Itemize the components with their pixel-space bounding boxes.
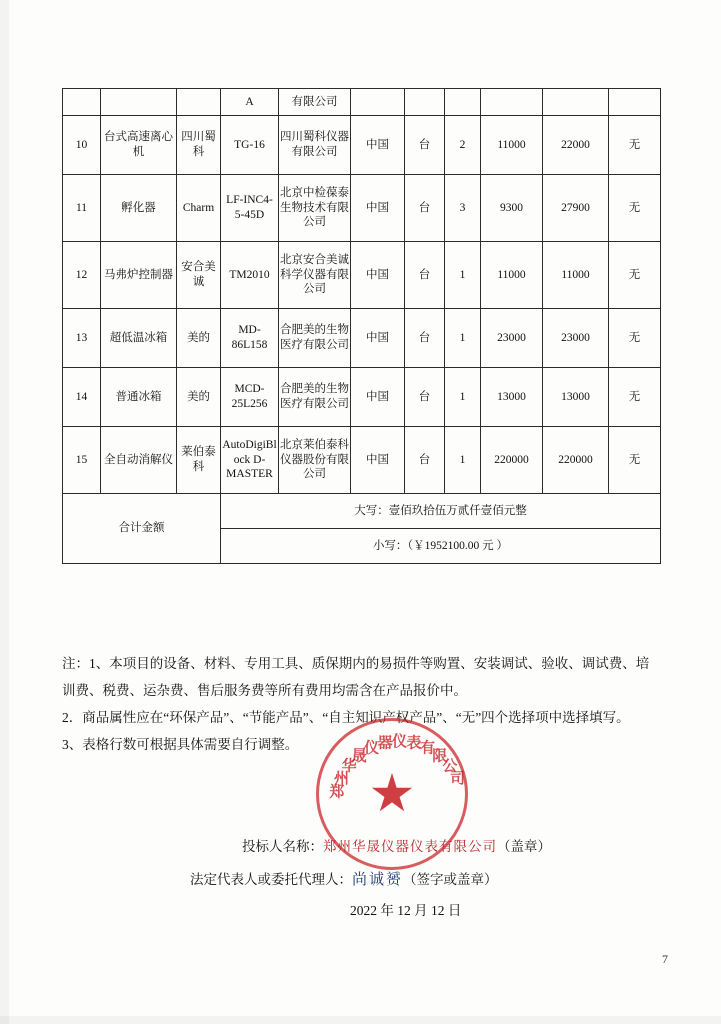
cell-origin [351, 89, 405, 116]
cell-unit: 台 [405, 242, 445, 309]
cell-amount: 11000 [543, 242, 609, 309]
cell-qty: 1 [445, 242, 481, 309]
cell-unit [405, 89, 445, 116]
seal-text: 郑 州 华 晟 仪 器 仪 表 有 限 公 司 [329, 732, 466, 801]
cell-name: 台式高速离心机 [101, 116, 177, 175]
cell-manufacturer: 合肥美的生物医疗有限公司 [279, 309, 351, 368]
page-number: 7 [662, 952, 668, 966]
cell-brand: 四川蜀科 [177, 116, 221, 175]
cell-price: 13000 [481, 368, 543, 427]
table-row [63, 309, 661, 368]
cell-name: 马弗炉控制器 [101, 242, 177, 309]
notes-section [62, 650, 662, 758]
cell-model: MCD-25L256 [221, 368, 279, 427]
cell-origin: 中国 [351, 309, 405, 368]
cell-name: 孵化器 [101, 175, 177, 242]
cell-brand: 莱伯泰科 [177, 427, 221, 494]
cell-name: 超低温冰箱 [101, 309, 177, 368]
legal-rep-suffix: （签字或盖章） [403, 871, 498, 887]
scan-edge-bottom [0, 1016, 721, 1024]
cell-price: 11000 [481, 116, 543, 175]
cell-brand: Charm [177, 175, 221, 242]
table-row [63, 242, 661, 309]
note-3: 3、表格行数可根据具体需要自行调整。 [62, 737, 299, 752]
cell-qty: 3 [445, 175, 481, 242]
cell-price: 23000 [481, 309, 543, 368]
cell-unit: 台 [405, 116, 445, 175]
cell-name: 普通冰箱 [101, 368, 177, 427]
legal-rep-signature: 尚诚赟 [352, 869, 404, 888]
cell-qty [445, 89, 481, 116]
cell-price: 11000 [481, 242, 543, 309]
cell-attribute: 无 [609, 309, 661, 368]
cell-no: 13 [63, 309, 101, 368]
cell-manufacturer: 四川蜀科仪器有限公司 [279, 116, 351, 175]
seal-star-icon [371, 773, 413, 815]
cell-qty: 1 [445, 427, 481, 494]
cell-manufacturer: 北京安合美诚科学仪器有限公司 [279, 242, 351, 309]
cell-price: 9300 [481, 175, 543, 242]
legal-rep-label: 法定代表人或委托代理人： [190, 871, 352, 887]
cell-model: MD-86L158 [221, 309, 279, 368]
cell-origin: 中国 [351, 116, 405, 175]
cell-unit: 台 [405, 175, 445, 242]
cell-origin: 中国 [351, 242, 405, 309]
cell-no [63, 89, 101, 116]
cell-name: 全自动消解仪 [101, 427, 177, 494]
cell-amount: 13000 [543, 368, 609, 427]
cell-price: 220000 [481, 427, 543, 494]
cell-no: 14 [63, 368, 101, 427]
cell-amount [543, 89, 609, 116]
table-row [63, 116, 661, 175]
cell-amount: 27900 [543, 175, 609, 242]
cell-brand [177, 89, 221, 116]
signature-section [62, 832, 662, 925]
cell-origin: 中国 [351, 175, 405, 242]
cell-manufacturer: 有限公司 [279, 89, 351, 116]
cell-amount: 220000 [543, 427, 609, 494]
cell-manufacturer: 北京莱伯泰科仪器股份有限公司 [279, 427, 351, 494]
legal-rep-line [62, 863, 662, 896]
cell-model: LF-INC4-5-45D [221, 175, 279, 242]
cell-no: 15 [63, 427, 101, 494]
table-row [63, 175, 661, 242]
note-1: 注：1、本项目的设备、材料、专用工具、质保期内的易损件等购置、安装调试、验收、调试费、培训费、税费、运杂费、售后服务费等所有费用均需含在产品报价中。 [62, 656, 650, 698]
total-lowercase-value: 小写：（￥1952100.00 元 ） [221, 529, 661, 564]
cell-no: 10 [63, 116, 101, 175]
cell-brand: 美的 [177, 309, 221, 368]
cell-origin: 中国 [351, 368, 405, 427]
bidder-name-value: 郑州华晟仪器仪表有限公司 [323, 839, 497, 855]
cell-amount: 22000 [543, 116, 609, 175]
cell-origin: 中国 [351, 427, 405, 494]
cell-attribute: 无 [609, 427, 661, 494]
cell-model: AutoDigiBlock D-MASTER [221, 427, 279, 494]
cell-model: TM2010 [221, 242, 279, 309]
cell-brand: 安合美诚 [177, 242, 221, 309]
cell-qty: 2 [445, 116, 481, 175]
table-row [63, 368, 661, 427]
total-uppercase-value: 大写：壹佰玖拾伍万贰仟壹佰元整 [221, 494, 661, 529]
table-row [63, 427, 661, 494]
cell-attribute [609, 89, 661, 116]
cell-name [101, 89, 177, 116]
cell-unit: 台 [405, 309, 445, 368]
cell-qty: 1 [445, 309, 481, 368]
cell-unit: 台 [405, 368, 445, 427]
cell-model: TG-16 [221, 116, 279, 175]
cell-manufacturer: 北京中检葆泰生物技术有限公司 [279, 175, 351, 242]
bidder-name-line [62, 832, 662, 863]
cell-attribute: 无 [609, 242, 661, 309]
total-label: 合计金额 [63, 494, 221, 564]
cell-attribute: 无 [609, 175, 661, 242]
cell-unit: 台 [405, 427, 445, 494]
cell-qty: 1 [445, 368, 481, 427]
scan-edge-left [0, 0, 9, 1024]
cell-amount: 23000 [543, 309, 609, 368]
signature-date: 2022 年 12 月 12 日 [350, 902, 462, 918]
bidder-name-label: 投标人名称： [242, 839, 323, 854]
cell-brand: 美的 [177, 368, 221, 427]
cell-attribute: 无 [609, 116, 661, 175]
cell-manufacturer: 合肥美的生物医疗有限公司 [279, 368, 351, 427]
goods-table-container [62, 88, 660, 564]
bidder-name-suffix: （盖章） [497, 839, 551, 854]
note-2: 2．商品属性应在“环保产品”、“节能产品”、“自主知识产权产品”、“无”四个选择项中选择填写。 [62, 710, 630, 725]
cell-attribute: 无 [609, 368, 661, 427]
cell-no: 11 [63, 175, 101, 242]
cell-price [481, 89, 543, 116]
table-row-partial [63, 89, 661, 116]
cell-model: A [221, 89, 279, 116]
table-row-total-uppercase [63, 494, 661, 529]
cell-no: 12 [63, 242, 101, 309]
goods-table [62, 88, 661, 564]
